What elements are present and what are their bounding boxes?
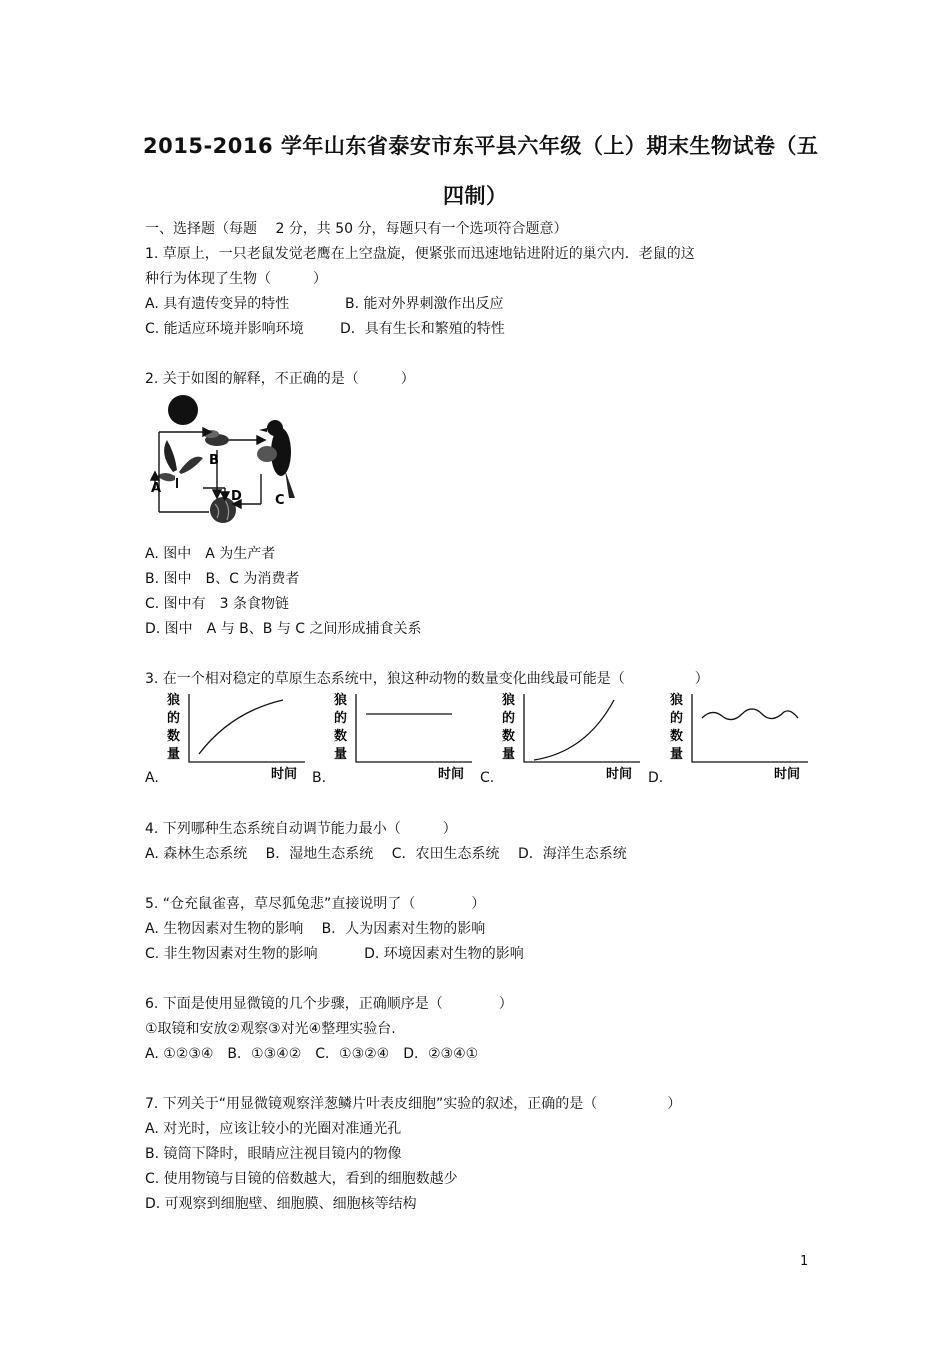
q3-graph-c (502, 692, 652, 782)
q3-graph-b (334, 692, 484, 782)
y-axis-label-char: 的 (167, 711, 181, 726)
q3-option-b: B. (312, 770, 327, 786)
food-chain-diagram (145, 392, 305, 527)
q2-stem: 2. 关于如图的解释，不正确的是（ ） (145, 371, 415, 387)
q7-stem: 7. 下列关于“用显微镜观察洋葱鳞片叶表皮细胞”实验的叙述，正确的是（ ） (145, 1096, 682, 1112)
y-axis-label-char: 狼 (167, 693, 181, 708)
y-axis-label-char: 的 (670, 711, 684, 726)
q1-stem-1: 1. 草原上，一只老鼠发觉老鹰在上空盘旋，便紧张而迅速地钻进附近的巢穴内．老鼠的这 (145, 246, 695, 262)
sun-icon (168, 395, 198, 425)
y-axis-label-char: 数 (502, 729, 516, 744)
title-line-1: 2015-2016 学年山东省泰安市东平县六年级（上）期末生物试卷（五 (143, 134, 819, 158)
y-axis-label-char: 的 (502, 711, 516, 726)
diagram-label-d: D (231, 489, 242, 504)
q6-stem: 6. 下面是使用显微镜的几个步骤，正确顺序是（ ） (145, 996, 513, 1012)
x-axis-label: 时间 (271, 767, 298, 782)
diagram-label-b: B (209, 453, 219, 468)
q7-option-d: D. 可观察到细胞壁、细胞膜、细胞核等结构 (145, 1196, 417, 1212)
q5-options-cd: C. 非生物因素对生物的影响 D. 环境因素对生物的影响 (145, 946, 524, 962)
q7-option-a: A. 对光时，应该让较小的光圈对准通光孔 (145, 1121, 402, 1137)
x-axis-label: 时间 (438, 767, 465, 782)
q6-options: A. ①②③④ B．①③④② C．①③②④ D．②③④① (145, 1046, 479, 1062)
x-axis-label: 时间 (774, 767, 801, 782)
plant-icon (157, 440, 203, 488)
q4-options: A. 森林生态系统 B．湿地生态系统 C．农田生态系统 D．海洋生态系统 (145, 846, 627, 862)
q1-option-a: A. 具有遗传变异的特性 (145, 296, 290, 312)
y-axis-label-char: 数 (167, 729, 181, 744)
y-axis-label-char: 量 (334, 747, 348, 762)
q7-option-b: B. 镜筒下降时，眼睛应注视目镜内的物像 (145, 1146, 402, 1162)
population-curve (199, 700, 283, 754)
diagram-label-a: A (151, 481, 162, 496)
q5-stem: 5. “仓充鼠雀喜，草尽狐兔悲”直接说明了（ ） (145, 896, 486, 912)
population-curve (702, 709, 798, 720)
section-header: 一、选择题（每题 2 分，共 50 分，每题只有一个选项符合题意） (145, 221, 568, 237)
q3-option-a: A. (145, 770, 159, 786)
graph-axes (356, 694, 472, 762)
population-curve (534, 700, 614, 760)
graph-axes (692, 694, 808, 762)
q6-steps: ①取镜和安放②观察③对光④整理实验台. (145, 1021, 396, 1037)
q1-stem-2: 种行为体现了生物（ ） (145, 271, 327, 287)
q1-option-b: B. 能对外界刺激作出反应 (345, 296, 504, 312)
graph-axes (524, 694, 640, 762)
diagram-label-c: C (275, 493, 285, 508)
q2-option-b: B. 图中 B、C 为消费者 (145, 571, 300, 587)
q2-option-d: D. 图中 A 与 B、B 与 C 之间形成捕食关系 (145, 621, 422, 637)
page-number: 1 (800, 1254, 809, 1269)
q2-option-a: A. 图中 A 为生产者 (145, 546, 276, 562)
q7-option-c: C. 使用物镜与目镜的倍数越大，看到的细胞数越少 (145, 1171, 458, 1187)
y-axis-label-char: 量 (167, 747, 181, 762)
x-axis-label: 时间 (606, 767, 633, 782)
y-axis-label-char: 量 (502, 747, 516, 762)
q3-stem: 3. 在一个相对稳定的草原生态系统中，狼这种动物的数量变化曲线最可能是（ ） (145, 671, 709, 687)
q4-stem: 4. 下列哪种生态系统自动调节能力最小（ ） (145, 821, 457, 837)
q2-option-c: C. 图中有 3 条食物链 (145, 596, 290, 612)
q1-option-d: D．具有生长和繁殖的特性 (340, 321, 505, 337)
q3-option-c: C. (480, 770, 495, 786)
graph-axes (189, 694, 305, 762)
y-axis-label-char: 数 (334, 729, 348, 744)
title-line-2: 四制） (443, 184, 508, 208)
bird-icon (257, 420, 295, 498)
q3-graph-a (167, 692, 317, 782)
y-axis-label-char: 量 (670, 747, 684, 762)
y-axis-label-char: 狼 (334, 693, 348, 708)
y-axis-label-char: 狼 (502, 693, 516, 708)
q1-option-c: C. 能适应环境并影响环境 (145, 321, 304, 337)
q5-options-ab: A. 生物因素对生物的影响 B．人为因素对生物的影响 (145, 921, 486, 937)
y-axis-label-char: 狼 (670, 693, 684, 708)
q3-graph-d (670, 692, 820, 782)
y-axis-label-char: 的 (334, 711, 348, 726)
y-axis-label-char: 数 (670, 729, 684, 744)
q3-option-d: D. (648, 770, 664, 786)
